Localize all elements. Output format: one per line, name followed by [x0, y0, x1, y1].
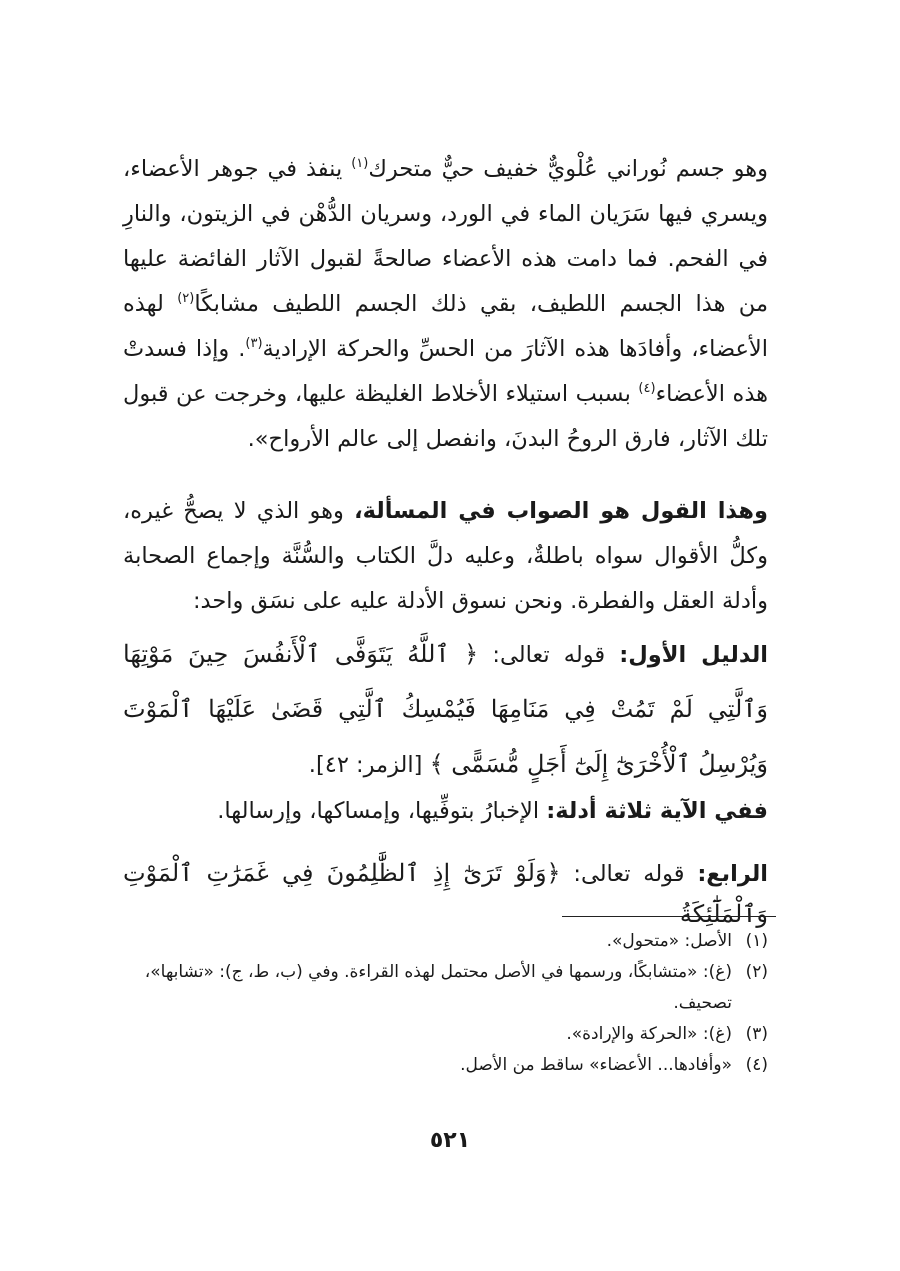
p5-heading: الرابع: [697, 860, 768, 887]
p1-text-3: لهذه الأعضاء، وأفادَها هذه الآثارَ من الحسِّ والحركة الإرادية [123, 290, 768, 362]
footnote-text: الأصل: «متحول». [606, 931, 732, 951]
footnote-number: (٢) [745, 962, 768, 982]
p1-text-5: بسبب استيلاء الأخلاط الغليظة عليها، وخرجت عن قبول تلك الآثار، فارق الروحُ البدنَ، وانفصل إلى عالم الأرواح». [123, 380, 768, 452]
paragraph-fourth-evidence [123, 853, 768, 935]
p1-text-4: . وإذا فسدتْ هذه الأعضاء [123, 335, 769, 407]
p1-text-1: وهو جسم نُوراني عُلْويٌّ خفيف حيٌّ متحرك [368, 155, 768, 182]
footnote-text: «وأفادها... الأعضاء» ساقط من الأصل. [460, 1055, 732, 1075]
footnote-2 [123, 957, 768, 1019]
footnote-number: (١) [745, 931, 768, 951]
p4-text: الإخبارُ بتوفِّيها، وإمساكها، وإرسالها. [217, 797, 547, 824]
footnote-number: (٣) [745, 1024, 768, 1044]
footnote-1 [123, 926, 768, 957]
verse-reference: [الزمر: ٤٢]. [308, 751, 430, 778]
page-number: ٥٢١ [429, 1128, 471, 1153]
footnote-ref-1[interactable]: (١) [351, 155, 369, 171]
quran-verse-zumar-42: ﴿ ٱللَّهُ يَتَوَفَّى ٱلْأَنفُسَ حِينَ مَوْتِهَا وَٱلَّتِي لَمْ تَمُتْ فِي مَنَامِهَا فَيُمْسِكُ ٱلَّتِي قَضَىٰ عَلَيْهَا ٱلْمَوْتَ وَيُرْسِلُ ٱلْأُخْرَىٰٓ إِلَىٰٓ أَجَلٍ مُّسَمًّى ﴾ [123, 639, 768, 778]
footnote-4 [123, 1050, 768, 1081]
footnote-ref-4[interactable]: (٤) [638, 380, 656, 396]
paragraph-three-evidences [123, 791, 768, 831]
p5-intro: قوله تعالى: [560, 860, 698, 887]
footnote-text: (غ): «الحركة والإرادة». [566, 1024, 732, 1044]
footnote-separator [562, 916, 776, 917]
p2-lead-bold: وهذا القول هو الصواب في المسألة، [354, 497, 768, 524]
footnotes [123, 926, 768, 1081]
p4-lead-bold: ففي الآية ثلاثة أدلة: [546, 797, 768, 824]
p1-text-2: ينفذ في جوهر الأعضاء، ويسري فيها سَرَيان الماء في الورد، وسريان الدُّهْن في الزيتون، والنارِ في الفحم. فما دامت هذه الأعضاء صالحةً لقبول الآثار الفائضة عليها من هذا الجسم اللطيف، بقي ذلك الجسم اللطيف مشابكًا [123, 155, 768, 317]
quran-verse-fourth: ﴿وَلَوْ تَرَىٰٓ إِذِ ٱلظَّٰلِمُونَ فِي غَمَرَٰتِ ٱلْمَوْتِ وَٱلْمَلَٰٓئِكَةُ [123, 858, 768, 928]
paragraph-first-evidence [123, 627, 768, 792]
footnote-number: (٤) [745, 1055, 768, 1075]
paragraph-correct-opinion [123, 489, 768, 624]
p3-heading: الدليل الأول: [619, 641, 769, 668]
p2-text: وهو الذي لا يصحُّ غيره، وكلُّ الأقوال سواه باطلةٌ، وعليه دلَّ الكتاب والسُّنَّة وإجماع الصحابة وأدلة العقل والفطرة. ونحن نسوق الأدلة عليه على نسَق واحد: [123, 497, 768, 614]
footnote-text: (غ): «متشابكًا، ورسمها في الأصل محتمل لهذه القراءة. وفي (ب، ط، ج): «تشابها»، تصحيف. [144, 962, 732, 1013]
footnote-3 [123, 1019, 768, 1050]
paragraph-spirit-definition [123, 147, 768, 462]
footnote-ref-2[interactable]: (٢) [177, 290, 195, 306]
footnote-ref-3[interactable]: (٣) [245, 335, 263, 351]
p3-intro: قوله تعالى: [478, 641, 620, 668]
